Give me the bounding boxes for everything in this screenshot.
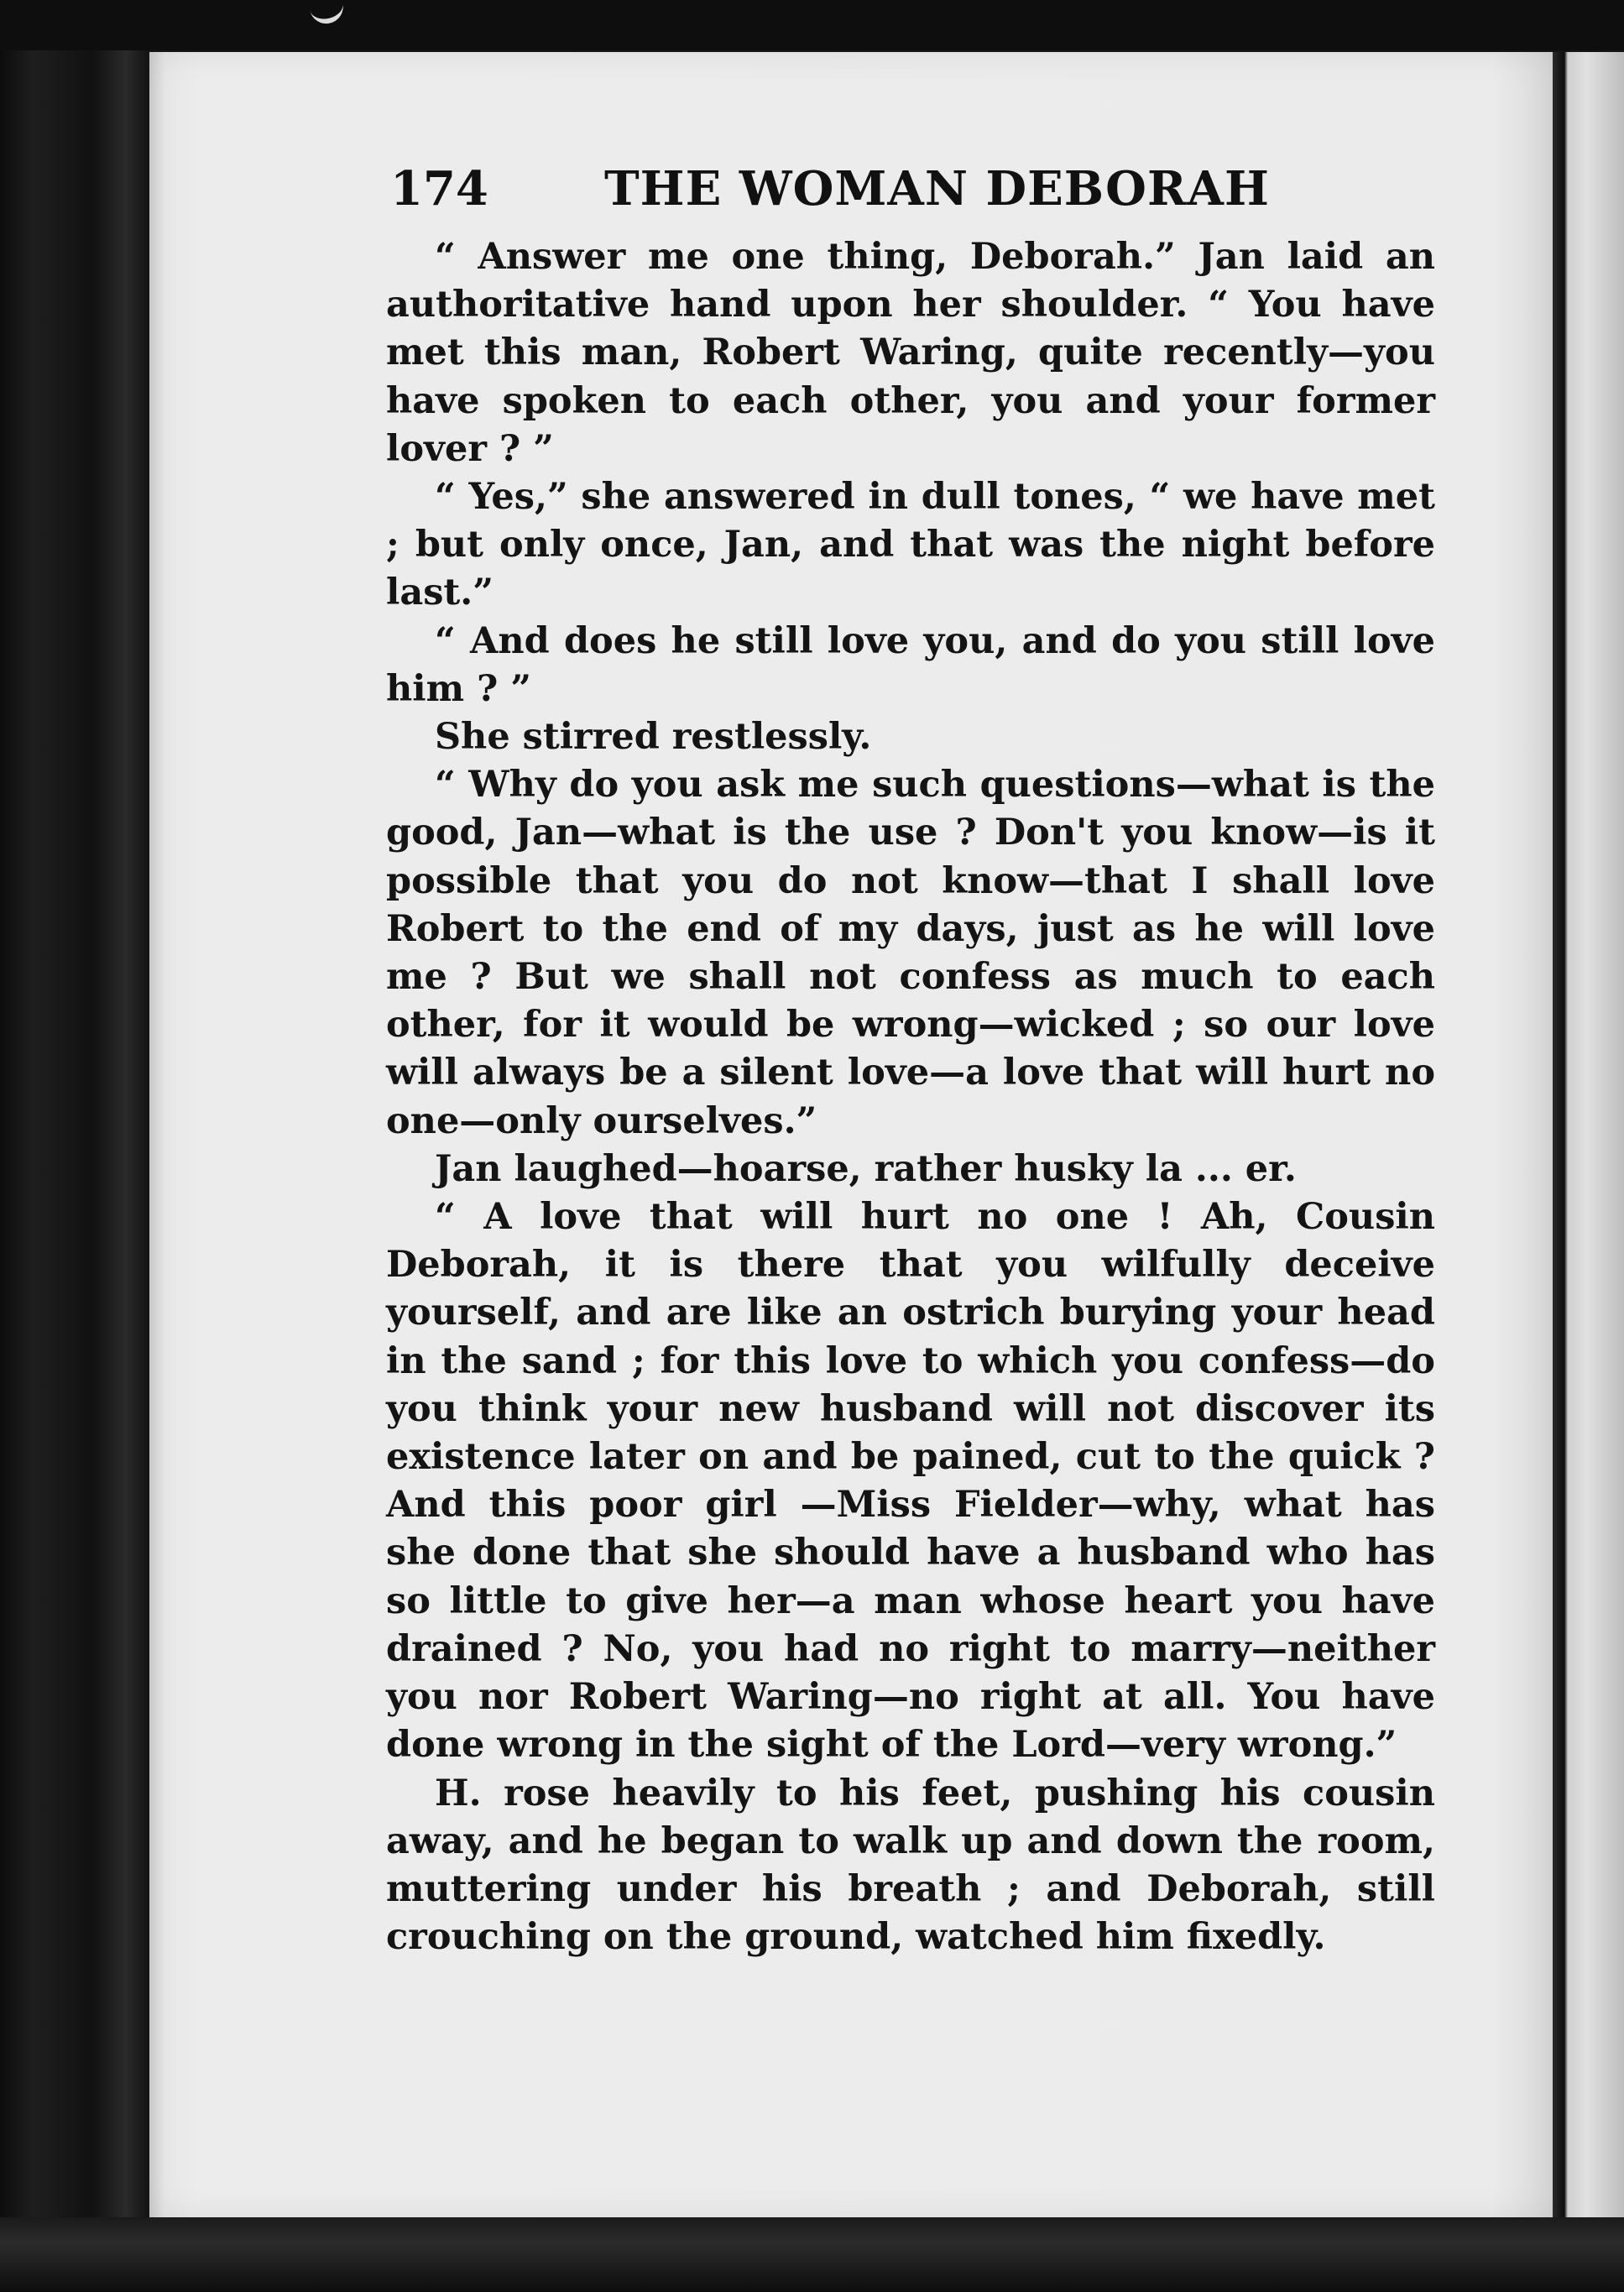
- page-right-edge: [1553, 52, 1624, 2234]
- paragraph-6: Jan laughed—hoarse, rather husky la ... er.: [435, 1147, 1297, 1190]
- paragraph-8: H. rose heavily to his feet, pushing his cousin away, and he began to walk up and down the room, muttering under his breath ; and Deborah, still crouching on the ground, watched him fixedly.: [386, 1772, 1435, 1959]
- page-number: 174: [390, 161, 488, 217]
- running-head: THE WOMAN DEBORAH: [604, 161, 1270, 217]
- paragraph-7: “ A love that will hurt no one ! Ah, Cousin Deborah, it is there that you wilfully deceive yourself, and are like an ostrich burying your head in the sand ; for this love to which you confess—do you think your new husband will not discover its existence later on and be pained, cut to the quick ? And this poor girl —Miss Fielder—why, what has she done that she should have a husband who has so little to give her—a man whose heart you have drained ? No, you had no right to marry—neither you nor Robert Waring—no right at all. You have done wrong in the sight of the Lord—very wrong.”: [386, 1196, 1435, 1767]
- body-text: [386, 233, 1435, 1961]
- paragraph-4: She stirred restlessly.: [435, 716, 872, 759]
- scan-mark: [309, 0, 347, 27]
- paragraph-1: “ Answer me one thing, Deborah.” Jan laid an authoritative hand upon her shoulder. “ You have met this man, Robert Waring, quite recently—you have spoken to each other, you and your former lover ? ”: [386, 236, 1435, 470]
- paragraph-2: “ Yes,” she answered in dull tones, “ we have met ; but only once, Jan, and that was the night before last.”: [386, 476, 1435, 614]
- paragraph-3: “ And does he still love you, and do you still love him ? ”: [386, 619, 1435, 710]
- scan-top-border: [0, 0, 1624, 50]
- page-header: [390, 151, 1448, 227]
- paragraph-5: “ Why do you ask me such questions—what is the good, Jan—what is the use ? Don't you know—is it possible that you do not know—that I shall love Robert to the end of my days, just as he will love me ? But we shall not confess as much to each other, for it would be wrong—wicked ; so our love will always be a silent love—a love that will hurt no one—only ourselves.”: [386, 764, 1435, 1142]
- scan-bottom-border: [0, 2217, 1624, 2292]
